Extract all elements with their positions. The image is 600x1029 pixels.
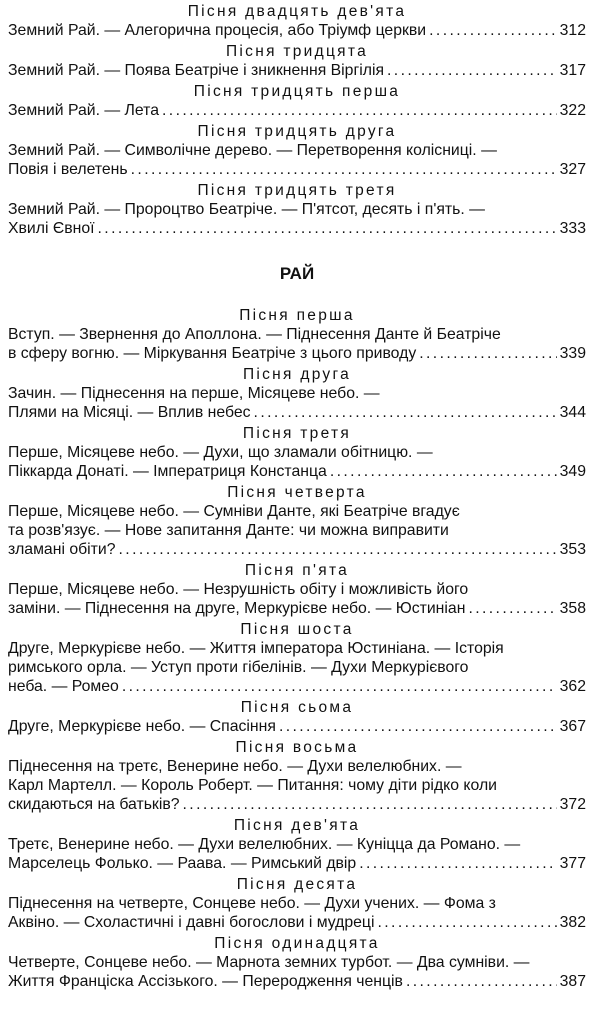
- summary-text: неба. — Ромео: [8, 678, 119, 695]
- canto-heading: Пісня тридцять перша: [193, 83, 401, 100]
- dot-leader: [279, 717, 557, 736]
- dot-leader: [468, 599, 556, 618]
- canto-heading: Пісня восьма: [235, 739, 359, 756]
- dot-leader: [254, 403, 557, 422]
- summary-text: Життя Франціска Ассізького. — Переродження ченців: [8, 973, 403, 990]
- canto-heading: Пісня одинадцята: [214, 935, 380, 952]
- summary-line: [8, 219, 586, 238]
- page-number: 317: [559, 62, 586, 79]
- summary-line: [8, 403, 586, 422]
- dot-leader: [359, 854, 556, 873]
- canto-heading: Пісня третя: [242, 425, 352, 442]
- dot-leader: [419, 344, 556, 363]
- toc-entry: [8, 483, 586, 559]
- summary-line: [8, 913, 586, 932]
- canto-summary: [8, 757, 586, 814]
- summary-line: [8, 101, 586, 120]
- summary-line: [8, 61, 586, 80]
- toc-entry: [8, 365, 586, 422]
- page-number: 367: [559, 718, 586, 735]
- canto-heading: Пісня десята: [236, 876, 358, 893]
- canto-summary: [8, 384, 586, 422]
- toc-entry: [8, 42, 586, 80]
- canto-heading: Пісня четверта: [227, 484, 367, 501]
- page-number: 333: [559, 220, 586, 237]
- page-number: 382: [559, 914, 586, 931]
- canto-summary: [8, 717, 586, 736]
- toc-entry: [8, 122, 586, 179]
- summary-line: Карл Мартелл. — Король Роберт. — Питання: чому діти рідко коли: [8, 777, 497, 794]
- canto-heading: Пісня тридцята: [225, 43, 369, 60]
- page-number: 312: [559, 22, 586, 39]
- toc-entry: [8, 620, 586, 696]
- summary-line: та розв'язує. — Нове запитання Данте: чи можна виправити: [8, 522, 449, 539]
- canto-heading: Пісня перша: [239, 307, 355, 324]
- toc-entry: [8, 816, 586, 873]
- summary-line: римського орла. — Уступ проти гібелінів. — Духи Меркурієвого: [8, 659, 469, 676]
- toc-entry: [8, 561, 586, 618]
- page-number: 358: [559, 600, 586, 617]
- canto-heading: Пісня дев'ята: [233, 817, 361, 834]
- toc-entry: [8, 181, 586, 238]
- canto-summary: [8, 61, 586, 80]
- dot-leader: [122, 677, 557, 696]
- dot-leader: [119, 540, 557, 559]
- summary-text: Марселець Фолько. — Раава. — Римський двір: [8, 855, 357, 872]
- summary-line: Піднесення на третє, Венерине небо. — Духи велелюбних. —: [8, 758, 462, 775]
- paradise-contents: [8, 306, 586, 991]
- canto-summary: [8, 894, 586, 932]
- canto-heading: Пісня сьома: [240, 699, 354, 716]
- page-number: 344: [559, 404, 586, 421]
- summary-line: [8, 344, 586, 363]
- summary-text: в сферу вогню. — Міркування Беатріче з цього приводу: [8, 345, 417, 362]
- summary-text: скидаються на батьків?: [8, 796, 180, 813]
- canto-summary: [8, 953, 586, 991]
- dot-leader: [378, 913, 557, 932]
- canto-summary: [8, 835, 586, 873]
- toc-entry: [8, 698, 586, 736]
- page-number: 353: [559, 541, 586, 558]
- canto-heading: Пісня тридцять третя: [197, 182, 397, 199]
- dot-leader: [183, 795, 557, 814]
- dot-leader: [406, 972, 557, 991]
- toc-entry: [8, 738, 586, 814]
- canto-heading: Пісня двадцять дев'ята: [187, 3, 407, 20]
- summary-line: [8, 462, 586, 481]
- summary-text: Хвилі Євної: [8, 220, 95, 237]
- summary-line: Перше, Місяцеве небо. — Духи, що зламали обітницю. —: [8, 444, 433, 461]
- toc-entry: [8, 875, 586, 932]
- dot-leader: [162, 101, 557, 120]
- dot-leader: [387, 61, 557, 80]
- toc-entry: [8, 934, 586, 991]
- summary-line: Земний Рай. — Пророцтво Беатріче. — П'ятсот, десять і п'ять. —: [8, 201, 485, 218]
- canto-summary: [8, 502, 586, 559]
- canto-heading: Пісня тридцять друга: [197, 123, 397, 140]
- summary-text: Аквіно. — Схоластичні і давні богослови і мудреці: [8, 914, 375, 931]
- summary-line: Зачин. — Піднесення на перше, Місяцеве небо. —: [8, 385, 380, 402]
- summary-line: [8, 677, 586, 696]
- summary-line: Вступ. — Звернення до Аполлона. — Піднесення Данте й Беатріче: [8, 326, 501, 343]
- summary-text: Земний Рай. — Алегорична процесія, або Тріумф церкви: [8, 22, 427, 39]
- canto-summary: [8, 101, 586, 120]
- canto-heading: Пісня п'ята: [244, 562, 350, 579]
- page-number: 387: [559, 973, 586, 990]
- canto-heading: Пісня шоста: [240, 621, 354, 638]
- summary-line: [8, 540, 586, 559]
- summary-text: Земний Рай. — Поява Беатріче і зникнення Віргілія: [8, 62, 385, 79]
- summary-line: [8, 854, 586, 873]
- summary-line: [8, 795, 586, 814]
- dot-leader: [131, 160, 557, 179]
- summary-text: Повія і велетень: [8, 161, 128, 178]
- page-number: 349: [559, 463, 586, 480]
- canto-summary: [8, 639, 586, 696]
- summary-text: Земний Рай. — Лета: [8, 102, 160, 119]
- page-number: 322: [559, 102, 586, 119]
- summary-text: Піккарда Донаті. — Імператриця Констанца: [8, 463, 327, 480]
- summary-line: [8, 717, 586, 736]
- section-title-paradise: РАЙ: [279, 264, 315, 283]
- dot-leader: [330, 462, 557, 481]
- canto-summary: [8, 580, 586, 618]
- summary-line: [8, 21, 586, 40]
- summary-line: [8, 599, 586, 618]
- page-number: 377: [559, 855, 586, 872]
- summary-line: Піднесення на четверте, Сонцеве небо. — Духи учених. — Фома з: [8, 895, 496, 912]
- purgatory-contents: [8, 2, 586, 238]
- dot-leader: [429, 21, 557, 40]
- summary-line: [8, 160, 586, 179]
- dot-leader: [98, 219, 557, 238]
- canto-summary: [8, 443, 586, 481]
- toc-entry: [8, 424, 586, 481]
- summary-text: Плями на Місяці. — Вплив небес: [8, 404, 251, 421]
- summary-line: Третє, Венерине небо. — Духи велелюбних. — Куніцца да Романо. —: [8, 836, 521, 853]
- summary-text: Друге, Меркурієве небо. — Спасіння: [8, 718, 276, 735]
- summary-line: Земний Рай. — Символічне дерево. — Перетворення колісниці. —: [8, 142, 497, 159]
- page-number: 362: [559, 678, 586, 695]
- summary-line: [8, 972, 586, 991]
- page-number: 372: [559, 796, 586, 813]
- canto-summary: [8, 21, 586, 40]
- page-number: 339: [559, 345, 586, 362]
- summary-line: Друге, Меркурієве небо. — Життя імператора Юстиніана. — Історія: [8, 640, 504, 657]
- summary-line: Четверте, Сонцеве небо. — Марнота земних турбот. — Два сумніви. —: [8, 954, 530, 971]
- summary-line: Перше, Місяцеве небо. — Сумніви Данте, які Беатріче вгадує: [8, 503, 460, 520]
- toc-entry: [8, 2, 586, 40]
- canto-summary: [8, 200, 586, 238]
- toc-entry: [8, 306, 586, 363]
- summary-text: заміни. — Піднесення на друге, Меркурієве небо. — Юстиніан: [8, 600, 466, 617]
- summary-text: зламані обіти?: [8, 541, 116, 558]
- canto-summary: [8, 141, 586, 179]
- summary-line: Перше, Місяцеве небо. — Незрушність обіту і можливість його: [8, 581, 469, 598]
- canto-heading: Пісня друга: [242, 366, 352, 383]
- toc-entry: [8, 82, 586, 120]
- canto-summary: [8, 325, 586, 363]
- page-number: 327: [559, 161, 586, 178]
